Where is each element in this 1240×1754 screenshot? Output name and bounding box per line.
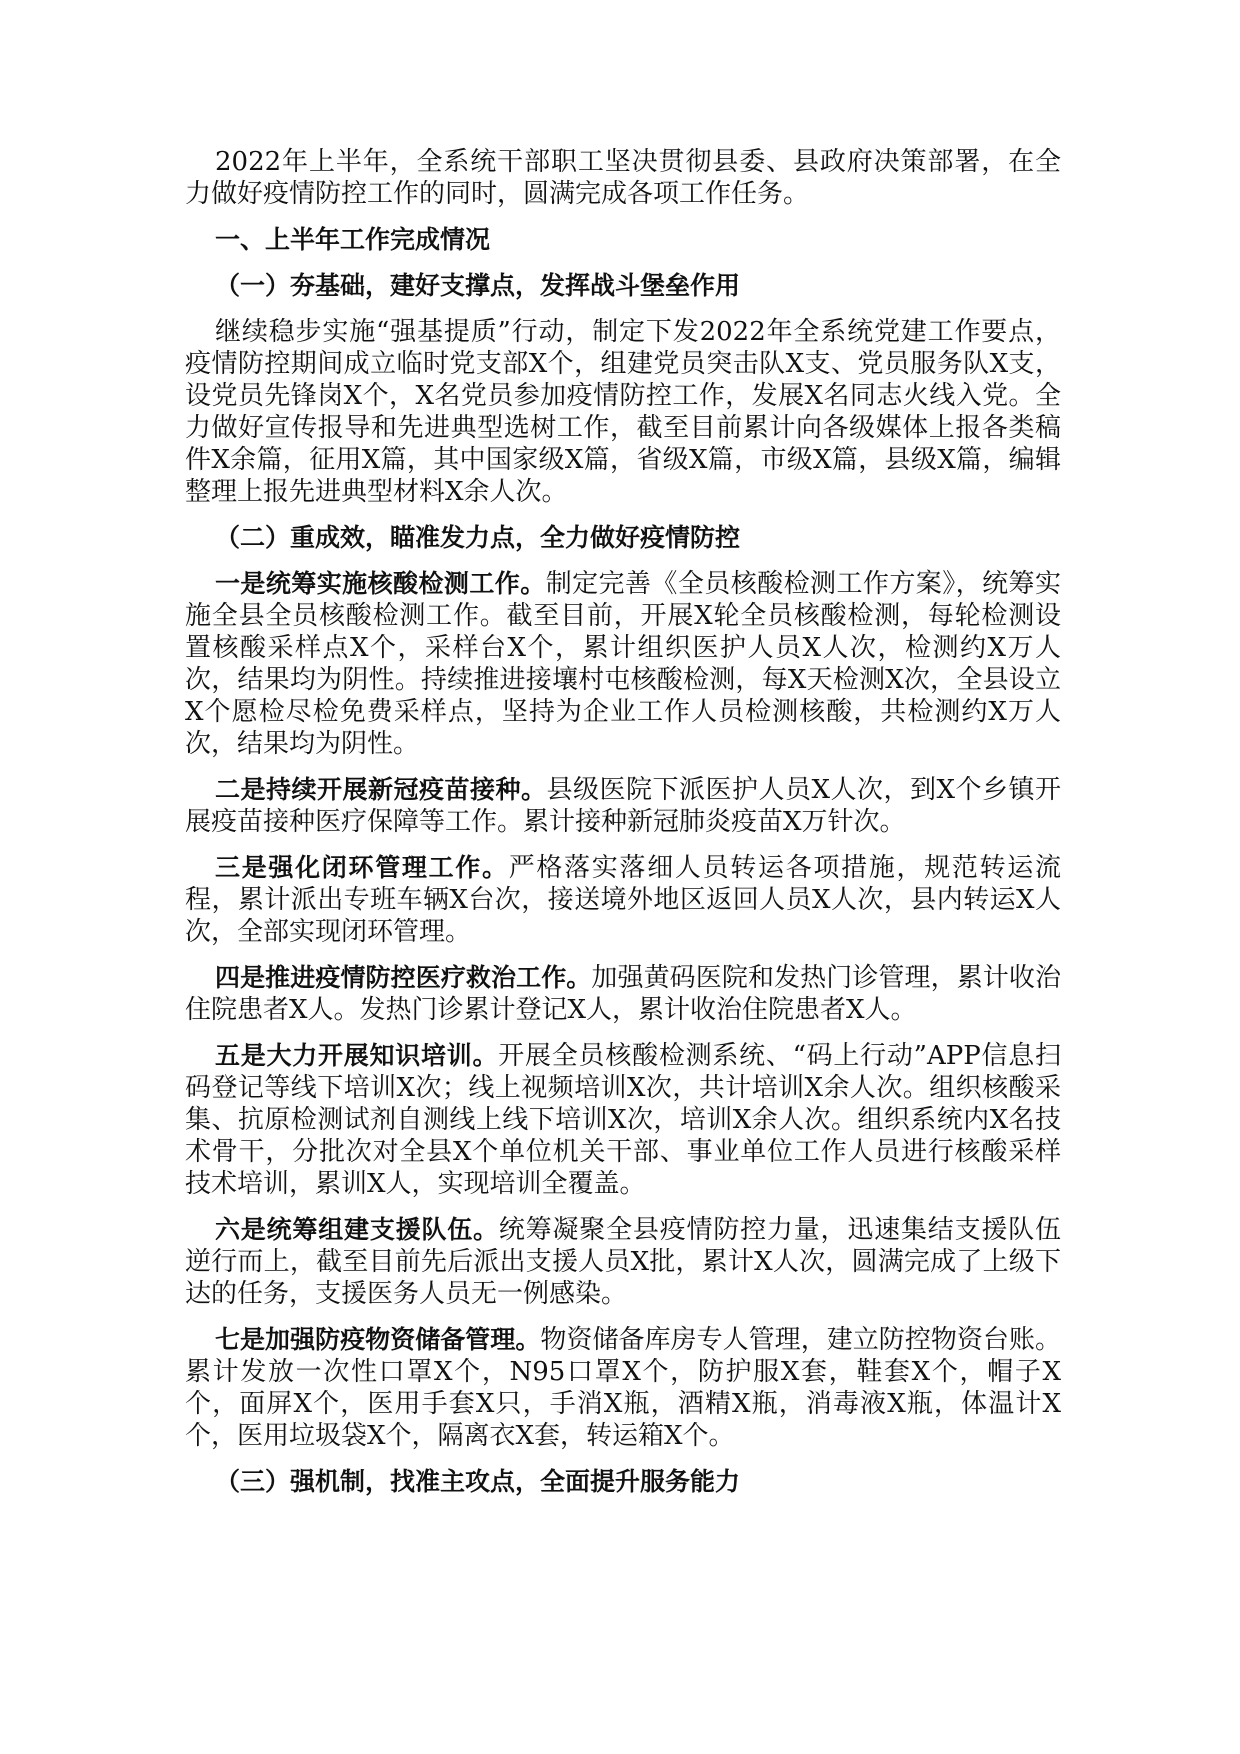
item-lead: 三是强化闭环管理工作。 [215, 853, 509, 882]
item-body: 县级医院下派医护人员X人次，到X个乡镇开展疫苗接种医疗保障等工作。累计接种新冠肺炎疫苗X万针次。 [185, 775, 1061, 837]
subsection-heading-2: （二）重成效，瞄准发力点，全力做好疫情防控 [215, 523, 741, 552]
item-lead: 六是统筹组建支援队伍。 [215, 1215, 499, 1244]
section-heading: 一、上半年工作完成情况 [215, 225, 491, 254]
item-lead: 五是大力开展知识培训。 [215, 1041, 499, 1070]
item-body: 开展全员核酸检测系统、“码上行动”APP信息扫码登记等线下培训X次；线上视频培训X次，共计培训X余人次。组织核酸采集、抗原检测试剂自测线上线下培训X次，培训X余人次。组织系统内X名技术骨干，分批次对全县X个单位机关干部、事业单位工作人员进行核酸采样技术培训，累训X人，实现培训全覆盖。 [185, 1041, 1061, 1199]
document-page [185, 146, 1061, 1512]
item-paragraph [185, 1214, 1061, 1310]
item-paragraph [185, 568, 1061, 760]
item-lead: 四是推进疫情防控医疗救治工作。 [215, 963, 592, 992]
item-body: 加强黄码医院和发热门诊管理，累计收治住院患者X人。发热门诊累计登记X人，累计收治住院患者X人。 [185, 963, 1061, 1025]
subsection-heading-3: （三）强机制，找准主攻点，全面提升服务能力 [215, 1467, 741, 1496]
item-body: 物资储备库房专人管理，建立防控物资台账。累计发放一次性口罩X个，N95口罩X个，防护服X套，鞋套X个，帽子X个，面屏X个，医用手套X只，手消X瓶，酒精X瓶，消毒液X瓶，体温计X个，医用垃圾袋X个，隔离衣X套，转运箱X个。 [185, 1325, 1061, 1451]
intro-paragraph: 2022年上半年，全系统干部职工坚决贯彻县委、县政府决策部署，在全力做好疫情防控工作的同时，圆满完成各项工作任务。 [185, 147, 1061, 209]
item-paragraph [185, 1040, 1061, 1200]
item-paragraph [185, 852, 1061, 948]
item-lead: 二是持续开展新冠疫苗接种。 [215, 775, 547, 804]
subsection-heading-1: （一）夯基础，建好支撑点，发挥战斗堡垒作用 [215, 271, 741, 300]
item-body: 统筹凝聚全县疫情防控力量，迅速集结支援队伍逆行而上，截至目前先后派出支援人员X批，累计X人次，圆满完成了上级下达的任务，支援医务人员无一例感染。 [185, 1215, 1061, 1309]
subsection-1-paragraph: 继续稳步实施“强基提质”行动，制定下发2022年全系统党建工作要点，疫情防控期间成立临时党支部X个，组建党员突击队X支、党员服务队X支，设党员先锋岗X个，X名党员参加疫情防控工作，发展X名同志火线入党。全力做好宣传报导和先进典型选树工作，截至目前累计向各级媒体上报各类稿件X余篇，征用X篇，其中国家级X篇，省级X篇，市级X篇，县级X篇，编辑整理上报先进典型材料X余人次。 [185, 317, 1061, 507]
item-lead: 七是加强防疫物资储备管理。 [215, 1325, 541, 1354]
item-paragraph [185, 774, 1061, 838]
item-body: 制定完善《全员核酸检测工作方案》，统筹实施全县全员核酸检测工作。截至目前，开展X轮全员核酸检测，每轮检测设置核酸采样点X个，采样台X个，累计组织医护人员X人次，检测约X万人次，结果均为阴性。持续推进接壤村屯核酸检测，每X天检测X次，全县设立X个愿检尽检免费采样点，坚持为企业工作人员检测核酸，共检测约X万人次，结果均为阴性。 [185, 569, 1061, 759]
item-lead: 一是统筹实施核酸检测工作。 [215, 569, 546, 598]
item-paragraph [185, 962, 1061, 1026]
item-body: 严格落实落细人员转运各项措施，规范转运流程，累计派出专班车辆X台次，接送境外地区返回人员X人次，县内转运X人次，全部实现闭环管理。 [185, 853, 1061, 947]
item-paragraph [185, 1324, 1061, 1452]
